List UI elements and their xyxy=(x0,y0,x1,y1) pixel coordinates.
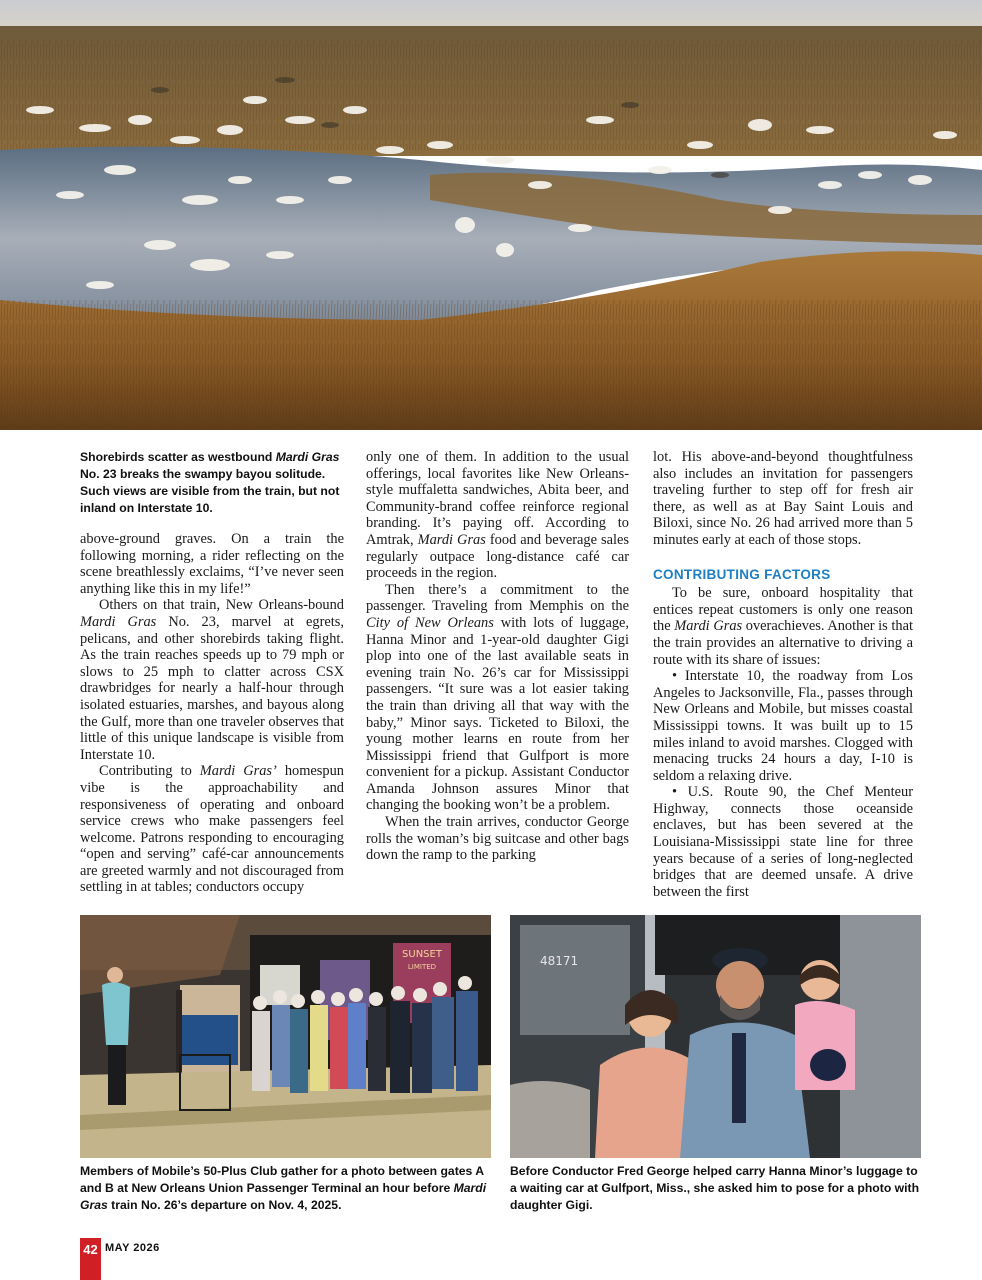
bullet-paragraph: • Interstate 10, the roadway from Los Angeles to Jacksonville, Fla., passes through New Orleans and Mobile, but misses coastal Mississippi towns. It was built up to 15 miles inland to avoid marshes. Clogged with menacing trucks 24 hours a day, I-10 is seldom a relaxing drive. xyxy=(653,668,913,784)
issue-date: MAY 2026 xyxy=(105,1242,160,1254)
car-number: 48171 xyxy=(540,954,579,968)
hero-photo xyxy=(0,0,982,430)
paragraph: only one of them. In addition to the usual offerings, local favorites like New Orleans-style muffaletta sandwiches, Abita beer, and Community-brand coffee reinforce regional branding. It’s paying off. According to Amtrak, Mardi Gras food and beverage sales regularly outpace long-distance café car proceeds in the region. xyxy=(366,449,630,582)
paragraph: lot. His above-and-beyond thoughtfulness also includes an invitation for passengers traveling further to step off for fresh air there, as well as at Bay Saint Louis and Biloxi, since No. 26 had arrived more than 5 minutes early at each of those stops. xyxy=(653,449,913,548)
hero-caption: Shorebirds scatter as westbound Mardi Gras No. 23 breaks the swampy bayou solitude. Such views are visible from the train, but not inland on Interstate 10. xyxy=(80,450,340,515)
bullet-paragraph: • U.S. Route 90, the Chef Menteur Highway, connects those oceanside enclaves, but has been severed at the Louisiana-Mississippi state line for three years because of a series of long-neglected bridges that are deemed unsafe. A drive between the first xyxy=(653,784,913,900)
conductor-photo-caption: Before Conductor Fred George helped carry Hanna Minor’s luggage to a waiting car at Gulfport, Miss., she asked him to pose for a photo with daughter Gigi. xyxy=(510,1164,920,1212)
article-column-3 xyxy=(653,449,913,900)
paragraph: Others on that train, New Orleans-bound Mardi Gras No. 23, marvel at egrets, pelicans, and other shorebirds taking flight. As the train reaches speeds up to 79 mph or slows to 25 mph to clatter across CSX drawbridges for nearly a half-hour through isolated estuaries, marshes, and bayous along the Gulf, more than one traveler observes that little of this unique landscape is visible from Interstate 10. xyxy=(80,597,344,763)
paragraph: When the train arrives, conductor George rolls the woman’s big suitcase and other bags down the ramp to the parking xyxy=(366,814,629,864)
section-heading: CONTRIBUTING FACTORS xyxy=(653,566,831,582)
article-column-2 xyxy=(366,449,629,864)
page-number: 42 xyxy=(80,1238,101,1280)
poster-subtitle: LIMITED xyxy=(407,963,437,971)
poster-title: SUNSET xyxy=(402,949,442,960)
marsh-birds-image xyxy=(0,0,982,430)
paragraph: above-ground graves. On a train the following morning, a rider reflecting on the scene breathlessly exclaims, “I’ve never seen anything like this in my life!” xyxy=(80,531,344,597)
group-photo-caption: Members of Mobile’s 50-Plus Club gather for a photo between gates A and B at New Orleans Union Passenger Terminal an hour before Mardi Gras train No. 26’s departure on Nov. 4, 2025. xyxy=(80,1164,487,1212)
paragraph: Then there’s a commitment to the passenger. Traveling from Memphis on the City of New Orleans with lots of luggage, Hanna Minor and 1-year-old daughter Gigi plop into one of the last available seats in evening train No. 26’s car for Mississippi passengers. “It sure was a lot easier taking the train than driving all that way with the baby,” Minor says. Ticketed to Biloxi, the young mother learns en route from her Mississippi friend that Gulfport is more convenient for a pickup. Assistant Conductor Amanda Johnson assures Minor that changing the booking won’t be a problem. xyxy=(366,581,630,814)
paragraph: To be sure, onboard hospitality that entices repeat customers is only one reason the Mardi Gras overachieves. Another is that the train provides an alternative to driving a route with its share of issues: xyxy=(653,585,913,668)
article-column-1 xyxy=(80,449,344,896)
conductor-photo xyxy=(510,915,921,1158)
paragraph: Contributing to Mardi Gras’ homespun vibe is the approachability and responsiveness of operating and onboard service crews who make passengers feel welcome. Patrons responding to encouraging “open and serving” café-car announcements are greeted warmly and not discouraged from settling in at tables; conductors occupy xyxy=(80,763,344,896)
group-photo xyxy=(80,915,491,1158)
